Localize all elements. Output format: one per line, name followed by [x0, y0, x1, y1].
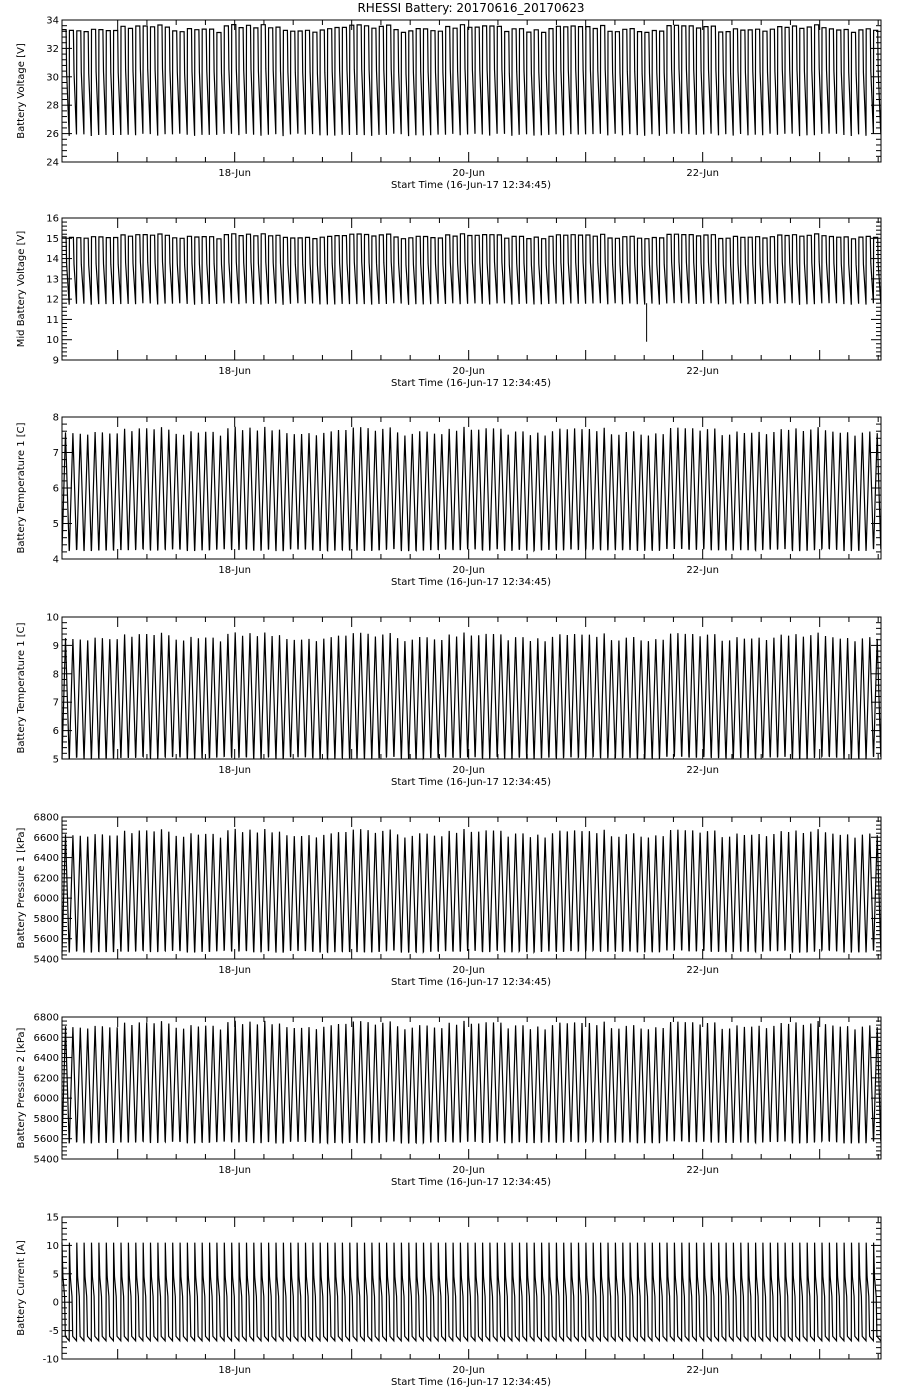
- x-tick-label: 22-Jun: [686, 965, 719, 976]
- series-line: [62, 427, 881, 551]
- y-tick-label: 6000: [33, 893, 59, 905]
- y-tick-label: 10: [46, 335, 59, 347]
- x-tick-label: 22-Jun: [686, 1165, 719, 1176]
- y-tick-label: 4: [52, 554, 59, 566]
- y-tick-label: 6: [52, 483, 59, 495]
- y-tick-label: 8: [52, 412, 59, 424]
- x-tick-label: 20-Jun: [452, 366, 485, 377]
- x-tick-label: 20-Jun: [452, 765, 485, 776]
- series-line: [62, 1021, 881, 1144]
- y-tick-label: 6400: [33, 853, 59, 865]
- chart-title: RHESSI Battery: 20170616_20170623: [357, 1, 585, 15]
- series-line: [62, 25, 881, 137]
- y-tick-label: 5800: [33, 1113, 59, 1125]
- y-tick-label: 12: [46, 294, 59, 306]
- y-tick-label: 5400: [33, 1154, 59, 1166]
- y-tick-label: 6000: [33, 1093, 59, 1105]
- x-tick-label: 22-Jun: [686, 366, 719, 377]
- x-tick-label: 18-Jun: [218, 965, 251, 976]
- y-tick-label: 11: [46, 314, 59, 326]
- y-tick-label: 5: [52, 1269, 59, 1281]
- x-tick-label: 20-Jun: [452, 1365, 485, 1376]
- y-tick-label: 13: [46, 274, 59, 286]
- x-tick-label: 20-Jun: [452, 168, 485, 179]
- y-tick-label: 5: [52, 519, 59, 530]
- x-axis-label: Start Time (16-Jun-17 12:34:45): [391, 1177, 551, 1188]
- y-axis-label: Battery Current [A]: [16, 1240, 27, 1336]
- y-tick-label: 7: [52, 697, 59, 709]
- x-tick-label: 18-Jun: [218, 1165, 251, 1176]
- series-line: [62, 234, 881, 305]
- y-tick-label: 6200: [33, 873, 59, 885]
- y-tick-label: 16: [46, 213, 59, 225]
- x-axis-label: Start Time (16-Jun-17 12:34:45): [391, 1377, 551, 1388]
- x-axis-label: Start Time (16-Jun-17 12:34:45): [391, 777, 551, 788]
- y-tick-label: 15: [46, 1212, 59, 1224]
- y-axis-label: Battery Temperature 1 [C]: [16, 422, 27, 554]
- y-axis-label: Mid Battery Voltage [V]: [16, 230, 27, 348]
- panel-5: [16, 813, 881, 989]
- x-tick-label: 22-Jun: [686, 565, 719, 576]
- y-tick-label: -5: [49, 1326, 59, 1338]
- x-tick-label: 18-Jun: [218, 366, 251, 377]
- y-tick-label: 14: [46, 254, 59, 266]
- y-tick-label: 5600: [33, 934, 59, 946]
- x-axis-label: Start Time (16-Jun-17 12:34:45): [391, 577, 551, 588]
- y-tick-label: 5800: [33, 913, 59, 925]
- x-tick-label: 18-Jun: [218, 765, 251, 776]
- panel-6: [16, 1013, 881, 1189]
- panel-1: [16, 16, 881, 192]
- y-tick-label: 9: [52, 640, 59, 652]
- y-tick-label: 26: [46, 129, 59, 141]
- y-tick-label: 6600: [33, 1032, 59, 1044]
- y-axis-label: Battery Temperature 1 [C]: [16, 622, 27, 754]
- y-tick-label: 5600: [33, 1134, 59, 1146]
- y-tick-label: 6800: [33, 1012, 59, 1024]
- y-tick-label: 34: [46, 15, 59, 27]
- y-axis-label: Battery Pressure 2 [kPa]: [16, 1027, 27, 1149]
- x-tick-label: 20-Jun: [452, 565, 485, 576]
- y-axis-label: Battery Voltage [V]: [16, 43, 27, 139]
- y-axis-label: Battery Pressure 1 [kPa]: [16, 827, 27, 949]
- x-tick-label: 22-Jun: [686, 168, 719, 179]
- y-tick-label: 8: [52, 669, 59, 681]
- y-tick-label: 24: [46, 157, 59, 169]
- x-tick-label: 22-Jun: [686, 1365, 719, 1376]
- panel-4: [16, 613, 881, 789]
- x-tick-label: 18-Jun: [218, 1365, 251, 1376]
- y-tick-label: 6: [52, 726, 59, 738]
- y-tick-label: 28: [46, 100, 59, 112]
- x-tick-label: 20-Jun: [452, 965, 485, 976]
- x-axis-label: Start Time (16-Jun-17 12:34:45): [391, 977, 551, 988]
- panel-7: [16, 1213, 881, 1389]
- y-tick-label: 6200: [33, 1073, 59, 1085]
- y-tick-label: 6400: [33, 1053, 59, 1065]
- y-tick-label: 6600: [33, 832, 59, 844]
- x-axis-label: Start Time (16-Jun-17 12:34:45): [391, 378, 551, 389]
- y-tick-label: 7: [52, 448, 59, 459]
- y-tick-label: 15: [46, 233, 59, 245]
- y-tick-label: 5: [52, 754, 59, 766]
- y-tick-label: 0: [52, 1297, 59, 1309]
- x-tick-label: 18-Jun: [218, 168, 251, 179]
- x-tick-label: 18-Jun: [218, 565, 251, 576]
- x-axis-label: Start Time (16-Jun-17 12:34:45): [391, 180, 551, 191]
- y-tick-label: 6800: [33, 812, 59, 824]
- series-line: [62, 632, 881, 759]
- y-tick-label: 32: [46, 43, 59, 55]
- x-tick-label: 20-Jun: [452, 1165, 485, 1176]
- series-line: [62, 829, 881, 953]
- y-tick-label: 5400: [33, 954, 59, 966]
- y-tick-label: 9: [52, 355, 59, 367]
- y-tick-label: 10: [46, 1240, 59, 1252]
- y-tick-label: 10: [46, 612, 59, 624]
- y-tick-label: -10: [42, 1354, 59, 1366]
- series-line: [62, 1243, 881, 1341]
- panel-2: [16, 214, 881, 390]
- x-tick-label: 22-Jun: [686, 765, 719, 776]
- panel-3: [16, 413, 881, 589]
- y-tick-label: 30: [46, 72, 59, 84]
